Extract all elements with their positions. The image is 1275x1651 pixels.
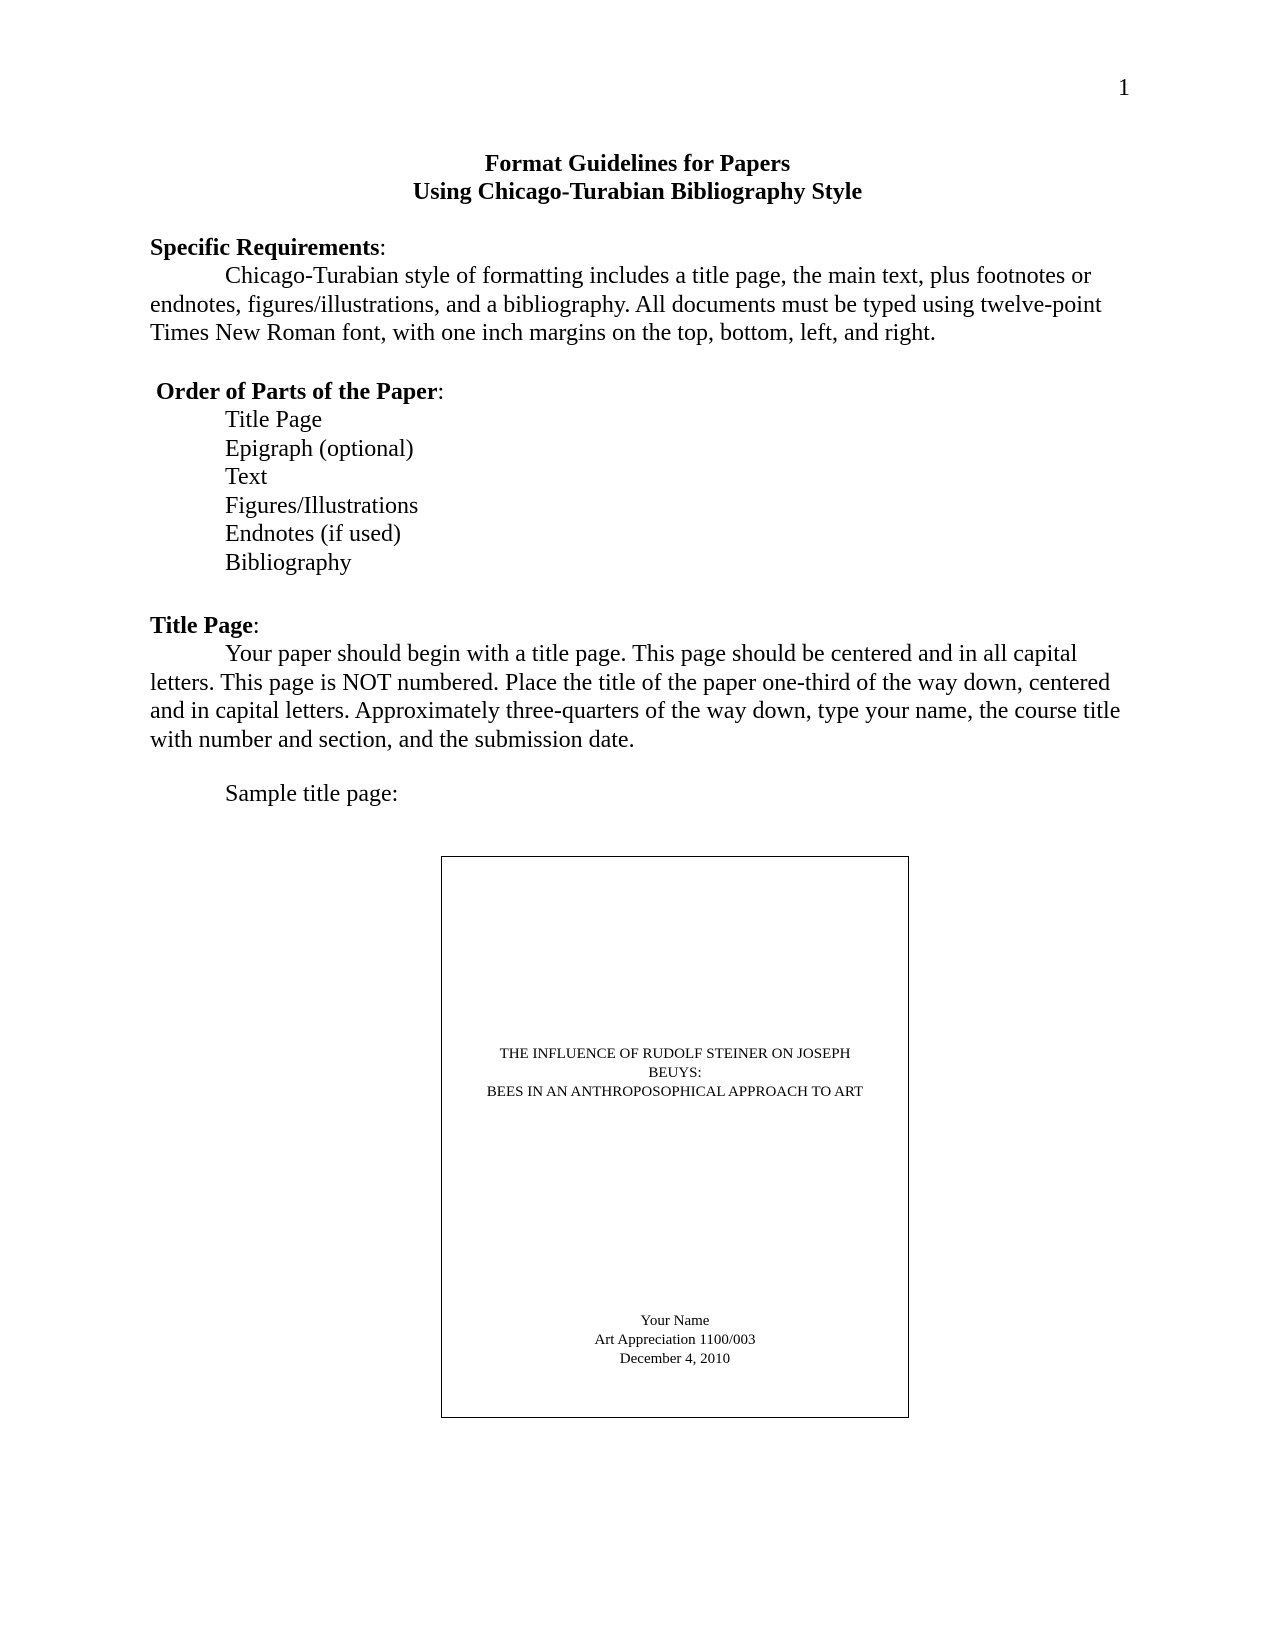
specific-requirements-heading-text: Specific Requirements — [150, 235, 380, 261]
specific-requirements-paragraph: Chicago-Turabian style of formatting includes a title page, the main text, plus footnotes or endnotes, figures/illustrations, and a bibliography. All documents must be typed using twelve-point Times New Roman font, with one inch margins on the top, bottom, left, and right. — [150, 263, 1102, 346]
list-item: Title Page — [225, 407, 323, 433]
sample-paper-title — [442, 1045, 908, 1102]
sample-author-info — [442, 1312, 908, 1369]
title-line-1: Format Guidelines for Papers — [484, 151, 791, 177]
sample-title-line-1: THE INFLUENCE OF RUDOLF STEINER ON JOSEPH — [499, 1046, 851, 1062]
title-line-2: Using Chicago-Turabian Bibliography Style — [412, 179, 863, 205]
order-of-parts-heading-text: Order of Parts of the Paper — [156, 379, 438, 405]
page-number: 1 — [1118, 75, 1130, 101]
list-item: Text — [225, 464, 268, 490]
title-page-heading-text: Title Page — [150, 613, 253, 639]
sample-title-page-label: Sample title page: — [225, 781, 399, 807]
list-item: Endnotes (if used) — [225, 521, 401, 547]
sample-title-line-3: BEES IN AN ANTHROPOSOPHICAL APPROACH TO ART — [486, 1084, 864, 1100]
list-item: Bibliography — [225, 549, 352, 576]
title-page-paragraph: Your paper should begin with a title page. This page should be centered and in all capital letters. This page is NOT numbered. Place the title of the paper one-third of the way down, centered and in capital letters. Approximately three-quarters of the way down, type your name, the course title with number and section, and the submission date. — [150, 641, 1121, 753]
heading-colon: : — [379, 235, 387, 261]
heading-colon: : — [437, 379, 445, 405]
title-page-heading — [150, 612, 260, 640]
list-item: Figures/Illustrations — [225, 492, 419, 519]
sample-date: December 4, 2010 — [619, 1351, 731, 1367]
order-of-parts-heading — [156, 378, 444, 406]
sample-title-page — [441, 856, 909, 1418]
order-of-parts-list — [225, 406, 418, 577]
sample-name: Your Name — [640, 1313, 710, 1329]
heading-colon: : — [252, 613, 260, 639]
list-item: Epigraph (optional) — [225, 435, 414, 462]
sample-title-line-2: BEUYS: — [648, 1065, 702, 1081]
sample-course: Art Appreciation 1100/003 — [594, 1332, 756, 1348]
document-title — [150, 150, 1125, 206]
specific-requirements-heading — [150, 234, 386, 262]
